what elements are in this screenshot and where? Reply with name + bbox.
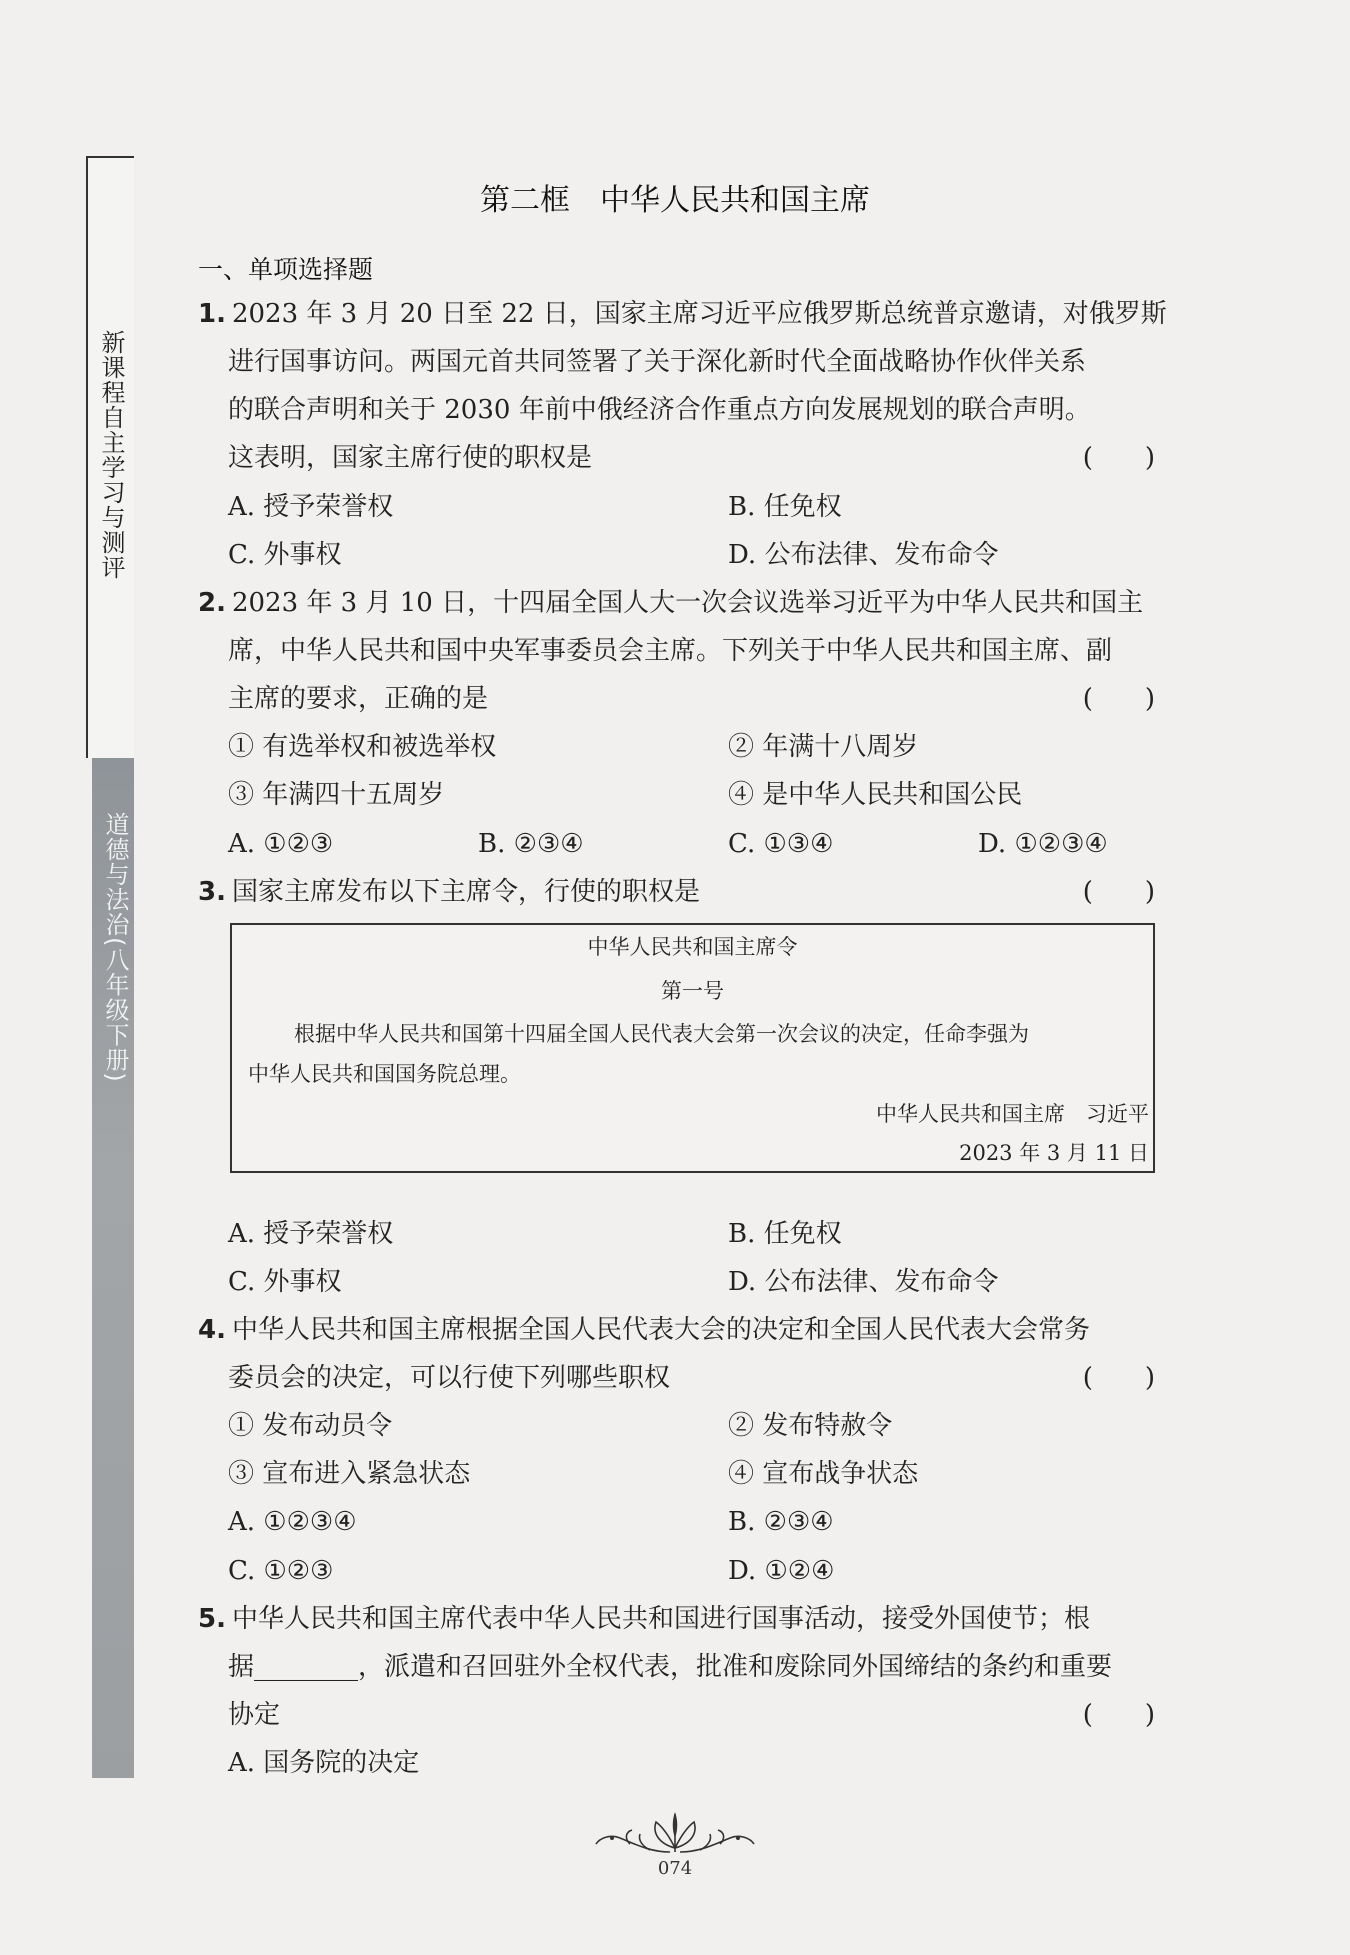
option-a: A. ①②③ [228,829,334,859]
option-d: D. ①②④ [728,1556,835,1586]
question-1-number: 1. [198,299,226,329]
option-c: C. ①②③ [228,1556,334,1586]
option-c: C. 外事权 [228,1267,342,1297]
question-2-number: 2. [198,588,226,618]
order-body-line-1: 根据中华人民共和国第十四届全国人民代表大会第一次会议的决定，任命李强为 [294,1022,1029,1046]
answer-bracket: ( ) [1082,1700,1155,1730]
answer-bracket: ( ) [1082,684,1155,714]
statement-4: ④ 宣布战争状态 [728,1459,919,1489]
question-1-line-1: 1. 2023 年 3 月 20 日至 22 日，国家主席习近平应俄罗斯总统普京邀请，对俄罗斯 [198,299,1167,329]
question-3-number: 3. [198,877,226,907]
order-body-line-2: 中华人民共和国国务院总理。 [248,1062,521,1086]
option-d: D. 公布法律、发布命令 [728,1267,999,1297]
statement-1: ① 有选举权和被选举权 [228,732,497,762]
question-5-line-3: 协定 ( ) [228,1697,1155,1733]
question-4-line-1: 4. 中华人民共和国主席根据全国人民代表大会的决定和全国人民代表大会常务 [198,1315,1090,1345]
option-c: C. ①③④ [728,829,834,859]
question-1-line-2: 进行国事访问。两国元首共同签署了关于深化新时代全面战略协作伙伴关系 [228,347,1087,377]
option-a: A. 授予荣誉权 [228,492,394,522]
option-b: B. 任免权 [728,1219,842,1249]
question-4-line-2: 委员会的决定，可以行使下列哪些职权 ( ) [228,1360,1155,1396]
page-number: 074 [657,1858,693,1879]
option-a: A. 授予荣誉权 [228,1219,394,1249]
section-heading: 一、单项选择题 [198,255,374,284]
option-a: A. 国务院的决定 [228,1748,420,1778]
floral-ornament-icon [590,1808,760,1860]
presidential-order-box [230,923,1155,1173]
statement-2: ② 发布特赦令 [728,1411,893,1441]
question-4-number: 4. [198,1315,226,1345]
option-a: A. ①②③④ [228,1507,357,1537]
sidebar-subject-label: 道德与法治(八年级下册) [101,812,129,1083]
order-heading: 中华人民共和国主席令 [587,935,798,959]
statement-4: ④ 是中华人民共和国公民 [728,780,1023,810]
answer-bracket: ( ) [1082,1363,1155,1393]
answer-bracket: ( ) [1082,877,1155,907]
question-1-line-3: 的联合声明和关于 2030 年前中俄经济合作重点方向发展规划的联合声明。 [228,395,1091,425]
sidebar-series-label: 新课程自主学习与测评 [97,330,125,580]
question-5-line-1: 5. 中华人民共和国主席代表中华人民共和国进行国事活动，接受外国使节；根 [198,1604,1090,1634]
question-2-line-1: 2. 2023 年 3 月 10 日，十四届全国人大一次会议选举习近平为中华人民共和国主 [198,588,1144,618]
option-c: C. 外事权 [228,540,342,570]
question-3-line-1: 3. 国家主席发布以下主席令，行使的职权是 ( ) [198,874,1155,910]
option-b: B. 任免权 [728,492,842,522]
statement-1: ① 发布动员令 [228,1411,393,1441]
question-2-line-3: 主席的要求，正确的是 ( ) [228,681,1155,717]
page-title: 第二框 中华人民共和国主席 [480,183,870,218]
question-5-line-2: 据________，派遣和召回驻外全权代表，批准和废除同外国缔结的条约和重要 [228,1652,1113,1682]
answer-bracket: ( ) [1082,443,1155,473]
option-d: D. 公布法律、发布命令 [728,540,999,570]
statement-2: ② 年满十八周岁 [728,732,919,762]
option-b: B. ②③④ [478,829,584,859]
order-number: 第一号 [661,979,724,1003]
option-d: D. ①②③④ [978,829,1108,859]
question-1-line-4: 这表明，国家主席行使的职权是 ( ) [228,440,1155,476]
order-date: 2023 年 3 月 11 日 [959,1141,1149,1165]
question-5-number: 5. [198,1604,226,1634]
option-b: B. ②③④ [728,1507,834,1537]
order-signature: 中华人民共和国主席 习近平 [876,1102,1149,1126]
statement-3: ③ 年满四十五周岁 [228,780,445,810]
statement-3: ③ 宣布进入紧急状态 [228,1459,471,1489]
question-2-line-2: 席，中华人民共和国中央军事委员会主席。下列关于中华人民共和国主席、副 [228,636,1113,666]
